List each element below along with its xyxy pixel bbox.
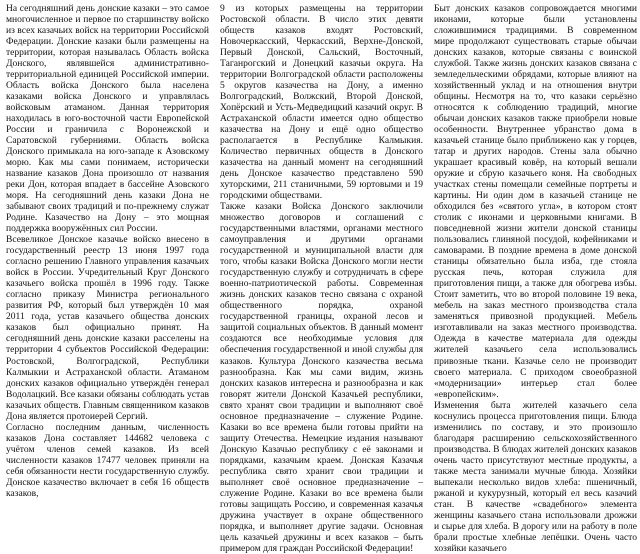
paragraph: 9 из которых размещены на территории Ростовской области. В число этих девяти обществ казаков входят Ростовский, Новочеркасский, Черкасский, Верхне-Донской, Первый Донской, Сальский, Восточный, Таганрогский и Донецкий казачьи округа. На территории Волгоградской области расположены 5 округов казачества на Дону, а именно Волгоградский, Волжский, Второй Донской, Хопёрский и Усть-Медведицкий казачий округ. В Астраханской области имеется одно общество казачества на Дону и ещё одно общество располагается в Республике Калмыкия. Количество первичных обществ в Донского казачества на данный момент на сегодняшний день Донское казачество представлено 590 хуторскими, 211 станичными, 59 юртовыми и 19 городскими обществами. [220,3,423,202]
paragraph: На сегодняшний день донские казаки – это самое многочисленное и первое по старшинству войско из всех казачьих войск на территории Российской Федерации. Донские казаки были размещены на территории, которая называлась Область войска Донского, являвшейся административно-территориальной единицей Российской империи. Область войска Донского была населена казаками войска Донского и управлялась войсковым атаманом. Данная территория находилась в юго-восточной части Европейской России и граничила с Воронежской и Саратовской губерниями. Область войска Донского примыкала на юго-западе к Азовскому морю. Как мы сами понимаем, исторически название казаков Дона произошло от названия реки Дон, которая впадает в бассейне Азовского моря. На сегодняшний день казаки Дона не забывают своих традиций и по-прежнему служат Родине. Казачество на Дону – это мощная поддержка вооружённых сил России. [6,3,209,235]
text-column-1 [6,3,209,499]
text-column-2 [220,3,423,554]
paragraph: Также казаки Войска Донского заключили множество договоров и соглашений с государственными властями, органами местного самоуправления и другими органами государственной и муниципальной власти для того, чтобы казаки Войска Донского могли нести государственную службу и сотрудничать в сфере военно-патриотической работы. Современная жизнь донских казаков тесно связана с охраной общественного порядка, охраной государственной границы, охраной лесов и защитой социальных объектов. В данный момент создаются все необходимые условия для обеспечения государственной и иной службы для казаков. Культура Донского казачества весьма разнообразна. Как мы сами видим, жизнь донских казаков интересна и разнообразна и как говорят жители Донской Казачьей республики, свято хранят свои традиции и выполняют своё основное предназначение – служение Родине. Казаки во все времена были готовы прийти на защиту Отечества. Немецкие издания называют Донскую Казачью республику с её законами и порядками, казачьим краем. Донская Казачья республика свято хранит свои традиции и выполняет своё основное предназначение – служение Родине. Казаки во все времена были готовы защищать Россию, и современная казачья дружина участвует в охране общественного порядка, и выполняет другие задачи. Основная цель казачьей дружины и всех казаков – быть примером для граждан Российской Федерации! [220,201,423,554]
text-column-3 [434,3,637,554]
paragraph: Изменения быта жителей казачьего села коснулись процесса приготовления пищи. Блюда изменились по составу, и это произошло благодаря расширению сельскохозяйственного производства. В блюдах жителей донских казаков очень часто присутствуют местные продукты, а также места занимали мучные блюда. Хозяйки выпекали несколько видов хлеба: пшеничный, ржаной и кукурузный, который ел весь казачий стан. В качестве «свадебного» элемента женщины казачьего стана использовали дрожжи и сырье для хлеба. В дорогу или на работу в поле брали простые хлебные лепёшки. Очень часто хозяйки казачьего [434,399,637,554]
paragraph: Согласно последним данным, численность казаков Дона составляет 144682 человека с учётом членов семей казаков. Из всей численности казаков 17477 человек приняли на себя обязанности нести государственную службу. Донское казачество включает в себя 16 обществ казаков, [6,421,209,499]
paragraph: Всевеликое Донское казачье войско внесено в государственный реестр 13 июня 1997 года согласно решению Главного управления казачьих войск в России. Учредительный Круг Донского казачьего войска прошёл в 1996 году. Также согласно приказу Министра регионального развития РФ, который был утверждён 10 мая 2011 года, устав казачьего общества донских казаков был официально принят. На сегодняшний день донские казаки расселены на территории 4 субъектов Российской Федерации: Ростовской, Волгоградской, Республики Калмыкии и Астраханской области. Атаманом донских казаков официально утверждён генерал Водолацкий. Все казаки обязаны соблюдать устав казачьих обществ. Главным священником казаков Дона является протоиерей Сергий. [6,234,209,422]
paragraph: Быт донских казаков сопровождается многими иконами, которые были установлены сложившимися традициями. В современном мире продолжают существовать старые обычаи донских казаков, которые связаны с воинской службой. Также жизнь донских казаков связана с земледельческими обрядами, которые влияют на хозяйственный уклад и на отношения внутри общины. Несмотря на то, что казаки серьёзно относятся к соблюдению традиций, многие обычаи донских казаков также приобрели новые особенности. Внутреннее убранство дома в казачьей станице было приближено как у горцев, татар и других народов. Стены зала обычно украшает красивый ковёр, на который вешали оружие и сбрую казачьего коня. На свободных участках стены помещали семейные портреты и картины. Ни один дом в казачьей станице не обходился без «святого угла», в котором стоят столик с иконами и церковными книгами. В повседневной жизни жители донской станицы пользовались глиняной посудой, кофейниками и самоварами. В поздние времена в доме донской станицы обязательно была изба, где стояла русская печь, которая служила для приготовления пищи, а также для обогрева избы. Стоит заметить, что во второй половине 19 века, мебель на заказ местного производства стала заменяться привозной продукцией. Мебель изготавливали на заказ местного производства. Одежда в качестве материала для одежды жителей казачьего села использовались привозные ткани. Казачье село не производит своего материала. С приходом своеобразной «модернизации» интерьер стал более «европейским». [434,3,637,400]
